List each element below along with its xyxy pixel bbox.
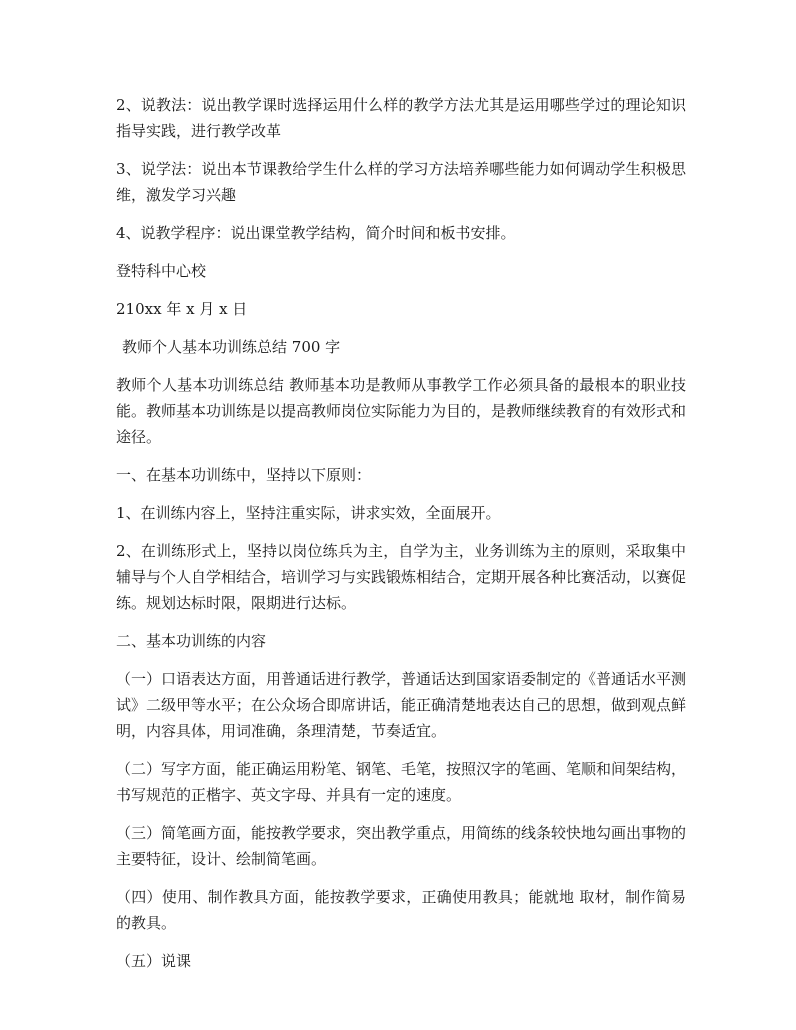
content-oral: （一）口语表达方面，用普通话进行教学，普通话达到国家语委制定的《普通话水平测试》二级甲等水平；在公众场合即席讲话，能正确清楚地表达自己的思想，做到观点鲜明，内容具体，用词准确，条理清楚，节奏适宜。	[116, 670, 687, 740]
content-lecture: （五）说课	[116, 952, 192, 970]
principle-1: 1、在训练内容上，坚持注重实际，讲求实效，全面展开。	[116, 504, 501, 522]
heading-principles: 一、在基本功训练中，坚持以下原则：	[116, 466, 372, 484]
document-date: 210xx 年 x 月 x 日	[116, 300, 248, 318]
paragraph-method: 2、说教法：说出教学课时选择运用什么样的教学方法尤其是运用哪些学过的理论知识指导实践，进行教学改革	[116, 96, 686, 140]
paragraph-learning: 3、说学法：说出本节课教给学生什么样的学习方法培养哪些能力如何调动学生积极思维，激发学习兴趣	[116, 160, 686, 204]
heading-content: 二、基本功训练的内容	[116, 632, 267, 650]
principle-2: 2、在训练形式上，坚持以岗位练兵为主，自学为主，业务训练为主的原则，采取集中辅导与个人自学相结合，培训学习与实践锻炼相结合，定期开展各种比赛活动，以赛促练。规划达标时限，限期进行达标。	[116, 542, 687, 612]
content-teaching-aids: （四）使用、制作教具方面，能按教学要求，正确使用教具；能就地 取材，制作简易的教具。	[116, 888, 686, 932]
content-drawing: （三）简笔画方面，能按教学要求，突出教学重点，用简练的线条较快地勾画出事物的主要特征，设计、绘制简笔画。	[116, 824, 687, 868]
paragraph-procedure: 4、说教学程序：说出课堂教学结构，简介时间和板书安排。	[116, 224, 516, 242]
content-writing: （二）写字方面，能正确运用粉笔、钢笔、毛笔，按照汉字的笔画、笔顺和间架结构，书写规范的正楷字、英文字母、并具有一定的速度。	[116, 760, 687, 804]
section-title: 教师个人基本功训练总结 700 字	[122, 338, 341, 356]
paragraph-intro: 教师个人基本功训练总结 教师基本功是教师从事教学工作必须具备的最根本的职业技 能。教师基本功训练是以提高教师岗位实际能力为目的，是教师继续教育的有效形式和途径。	[116, 376, 687, 446]
school-name: 登特科中心校	[116, 262, 207, 280]
